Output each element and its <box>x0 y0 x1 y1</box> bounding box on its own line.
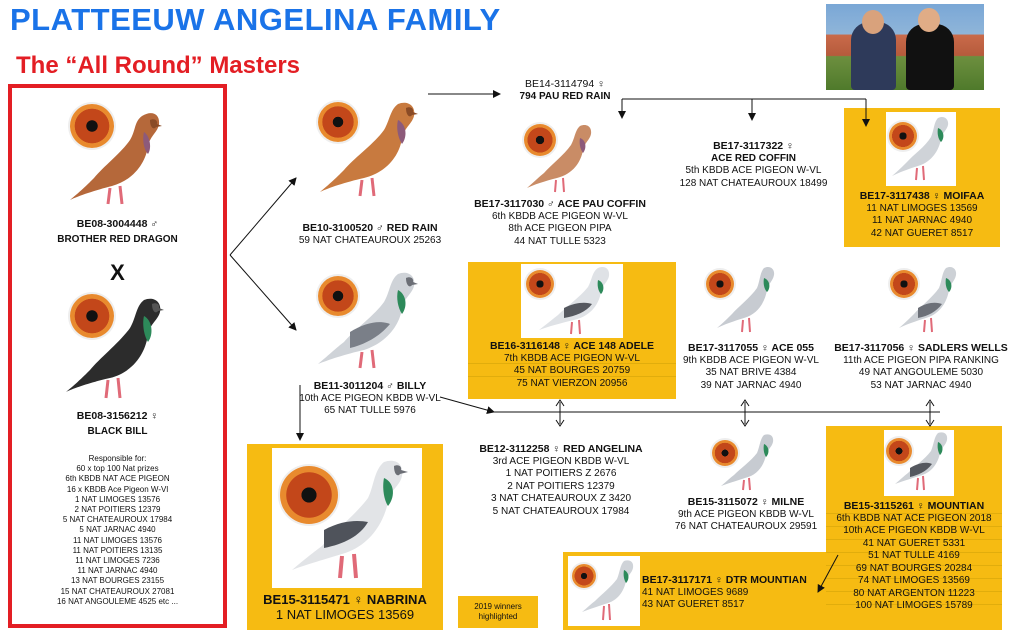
billy-line: 10th ACE PIGEON KBDB W-VL <box>299 392 441 404</box>
sadlers-line: 53 NAT JARNAC 4940 <box>870 379 972 391</box>
legend <box>458 602 538 622</box>
pigeon-icon <box>716 430 782 494</box>
ace055-line: 39 NAT JARNAC 4940 <box>700 379 802 391</box>
responsible-item: 11 NAT JARNAC 4940 <box>77 566 158 576</box>
sire-ring: BE08-3004448 ♂ <box>76 218 159 230</box>
responsible-list <box>12 454 223 607</box>
pigeon-icon <box>284 450 422 588</box>
mountian-line: 74 NAT LIMOGES 13569 <box>858 575 970 586</box>
red-rain-line: 59 NAT CHATEAUROUX 25263 <box>298 234 442 246</box>
founder-dam <box>12 410 223 438</box>
red-angelina-line: 3rd ACE PIGEON KBDB W-VL <box>492 455 630 467</box>
red-angelina-line: 1 NAT POITIERS Z 2676 <box>505 468 617 479</box>
card-red-rain <box>280 222 460 247</box>
red-coffin-name: ACE RED COFFIN <box>711 152 796 164</box>
milne-ring: BE15-3115072 ♀ MILNE <box>687 496 805 508</box>
red-angelina-line: 5 NAT CHATEAUROUX 17984 <box>492 505 630 517</box>
page-title: PLATTEEUW ANGELINA FAMILY <box>10 2 501 37</box>
moifaa-line: 11 NAT LIMOGES 13569 <box>866 202 978 214</box>
card-sadlers-wells <box>832 342 1010 392</box>
responsible-item: 6th KBDB NAT ACE PIGEON <box>65 474 170 484</box>
arrow-to-billy <box>230 255 296 330</box>
responsible-item: 60 x top 100 Nat prizes <box>76 464 159 474</box>
pigeon-icon <box>522 118 602 196</box>
mountian-line: 80 NAT ARGENTON 11223 <box>853 587 975 599</box>
pau-coffin-ring: BE17-3117030 ♂ ACE PAU COFFIN <box>474 198 646 210</box>
card-red-coffin <box>666 140 841 190</box>
pau-red-rain-name: 794 PAU RED RAIN <box>519 90 611 102</box>
red-rain-ring: BE10-3100520 ♂ RED RAIN <box>302 222 438 234</box>
responsible-item: 13 NAT BOURGES 23155 <box>70 576 165 586</box>
pau-coffin-line: 44 NAT TULLE 5323 <box>514 235 606 247</box>
pau-coffin-line: 6th KBDB ACE PIGEON W-VL <box>492 210 628 222</box>
moifaa-ring: BE17-3117438 ♀ MOIFAA <box>859 190 985 202</box>
pigeon-icon <box>532 262 622 338</box>
ace055-ring: BE17-3117055 ♀ ACE 055 <box>688 342 814 354</box>
responsible-title: Responsible for: <box>88 454 147 463</box>
sadlers-line: 11th ACE PIGEON PIPA RANKING <box>843 354 999 366</box>
responsible-item: 5 NAT JARNAC 4940 <box>79 525 156 535</box>
pigeon-icon <box>888 112 956 186</box>
pigeon-icon <box>712 262 784 338</box>
pau-red-rain-ring: BE14-3114794 ♀ <box>524 78 606 90</box>
dam-ring: BE08-3156212 ♀ <box>76 410 159 422</box>
mountian-line: 100 NAT LIMOGES 15789 <box>855 600 973 611</box>
moifaa-line: 42 NAT GUERET 8517 <box>870 227 974 239</box>
pigeon-icon <box>578 556 640 626</box>
adele-line: 45 NAT BOURGES 20759 <box>513 365 631 376</box>
billy-ring: BE11-3011204 ♂ BILLY <box>313 380 427 392</box>
card-dtr-mountian <box>642 574 826 612</box>
milne-line: 76 NAT CHATEAUROUX 29591 <box>674 521 818 532</box>
billy-line: 65 NAT TULLE 5976 <box>324 405 416 416</box>
card-moifaa <box>844 190 1000 240</box>
page-subtitle: The “All Round” Masters <box>16 52 301 79</box>
pigeon-icon <box>60 286 176 406</box>
adele-ring: BE16-3116148 ♀ ACE 148 ADELE <box>489 340 655 352</box>
card-adele <box>468 340 676 390</box>
responsible-item: 11 NAT POITIERS 13135 <box>72 545 163 555</box>
dam-name: BLACK BILL <box>87 425 148 437</box>
pigeon-icon <box>64 96 174 212</box>
dtr-mountian-line: 41 NAT LIMOGES 9689 <box>642 586 749 598</box>
mountian-line: 41 NAT GUERET 5331 <box>862 537 966 549</box>
responsible-item: 1 NAT LIMOGES 13576 <box>74 494 161 504</box>
founder-sire <box>12 218 223 246</box>
mountian-line: 6th KBDB NAT ACE PIGEON 2018 <box>836 512 992 524</box>
mountian-ring: BE15-3115261 ♀ MOUNTIAN <box>843 500 985 512</box>
dtr-mountian-ring: BE17-3117171 ♀ DTR MOUNTIAN <box>642 574 807 586</box>
legend-line-2: highlighted <box>478 612 518 621</box>
cross-symbol: X <box>110 260 125 285</box>
red-angelina-line: 2 NAT POITIERS 12379 <box>507 480 615 492</box>
mountian-line: 69 NAT BOURGES 20284 <box>855 562 973 574</box>
nabrina-ring: BE15-3115471 ♀ NABRINA <box>263 592 427 607</box>
card-pau-red-rain <box>495 78 635 103</box>
responsible-item: 16 x KBDB Ace Pigeon W-Vl <box>66 484 169 494</box>
card-milne <box>664 496 828 534</box>
pigeon-icon <box>312 92 432 202</box>
card-red-angelina <box>468 443 654 518</box>
legend-line-1: 2019 winners <box>474 602 522 611</box>
adele-line: 75 NAT VIERZON 20956 <box>516 377 628 389</box>
mountian-line: 51 NAT TULLE 4169 <box>868 550 960 561</box>
responsible-item: 15 NAT CHATEAUROUX 27081 <box>60 586 175 596</box>
responsible-item: 11 NAT LIMOGES 13576 <box>73 535 162 545</box>
sadlers-line: 49 NAT ANGOULEME 5030 <box>858 367 984 378</box>
red-angelina-line: 3 NAT CHATEAUROUX Z 3420 <box>490 493 632 504</box>
pigeon-icon <box>894 262 966 338</box>
sadlers-ring: BE17-3117056 ♀ SADLERS WELLS <box>834 342 1008 354</box>
responsible-item: 2 NAT POITIERS 12379 <box>74 505 161 515</box>
mountian-line: 10th ACE PIGEON KBDB W-VL <box>843 525 985 536</box>
card-billy <box>280 380 460 418</box>
red-coffin-line: 5th KBDB ACE PIGEON W-VL <box>685 165 822 176</box>
sire-name: BROTHER RED DRAGON <box>57 233 178 245</box>
nabrina-line: 1 NAT LIMOGES 13569 <box>275 607 415 622</box>
card-ace055 <box>676 342 826 392</box>
pigeon-icon <box>310 262 434 376</box>
adele-line: 7th KBDB ACE PIGEON W-VL <box>504 352 640 364</box>
card-mountian <box>826 500 1002 613</box>
milne-line: 9th ACE PIGEON KBDB W-VL <box>678 508 814 520</box>
responsible-item: 5 NAT CHATEAUROUX 17984 <box>62 515 173 525</box>
pigeon-icon <box>890 428 956 494</box>
responsible-item: 11 NAT LIMOGES 7236 <box>75 556 160 566</box>
pau-coffin-line: 8th ACE PIGEON PIPA <box>508 223 612 234</box>
dtr-mountian-line: 43 NAT GUERET 8517 <box>642 599 745 610</box>
responsible-item: 16 NAT ANGOULEME 4525 etc ... <box>56 596 179 606</box>
red-coffin-line: 128 NAT CHATEAUROUX 18499 <box>679 177 828 189</box>
red-angelina-ring: BE12-3112258 ♀ RED ANGELINA <box>479 443 643 455</box>
ace055-line: 35 NAT BRIVE 4384 <box>705 367 797 378</box>
card-pau-coffin <box>470 198 650 248</box>
moifaa-line: 11 NAT JARNAC 4940 <box>871 215 973 226</box>
card-nabrina <box>247 592 443 622</box>
red-coffin-ring: BE17-3117322 ♀ <box>713 140 794 152</box>
ace055-line: 9th KBDB ACE PIGEON W-VL <box>683 354 819 366</box>
